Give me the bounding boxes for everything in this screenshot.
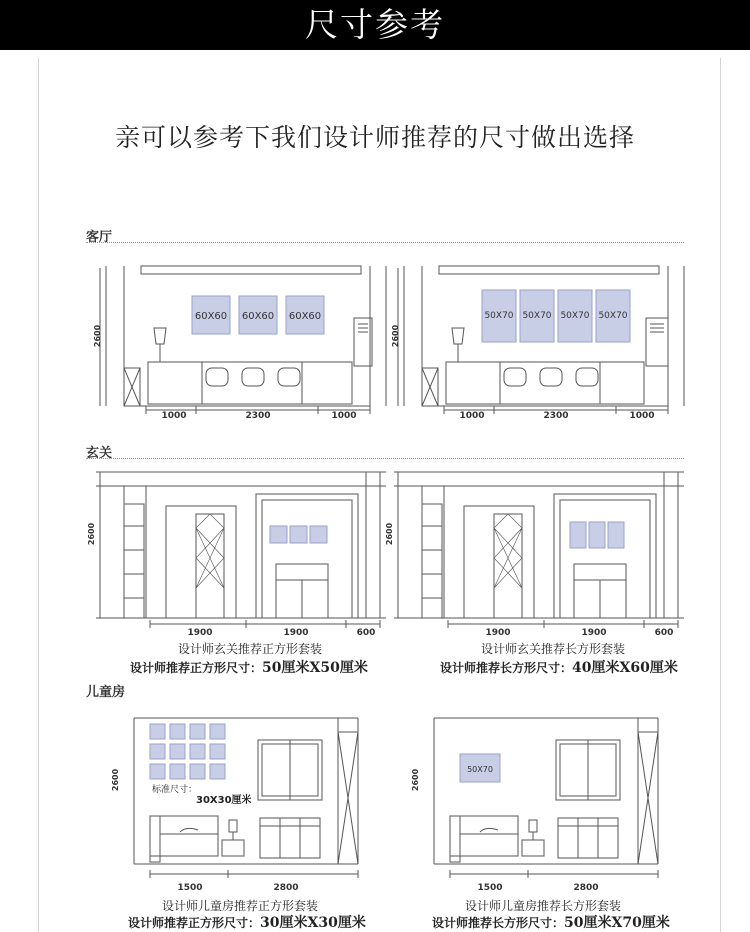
dimension-label: 2800 [273, 883, 299, 893]
page-title: 尺寸参考 [305, 5, 445, 44]
wall-frame [589, 522, 605, 548]
section-divider [86, 242, 684, 243]
section-label-entry: 玄关 [86, 446, 113, 461]
height-label: 2600 [391, 324, 400, 348]
kids-room-rect-diagram [410, 712, 670, 912]
height-label: 2600 [87, 522, 96, 546]
size-label: 设计师推荐正方形尺寸： [128, 916, 261, 930]
dimension-label: 1000 [459, 411, 485, 421]
dimension-label: 600 [654, 628, 674, 638]
subtitle: 亲可以参考下我们设计师推荐的尺寸做出选择 [114, 123, 635, 152]
wall-frame [150, 724, 165, 739]
wall-frame [270, 526, 287, 543]
wall-frame [190, 744, 205, 759]
dimension-label: 1000 [161, 411, 187, 421]
frame-size-label: 50X70 [467, 765, 493, 774]
dimension-label: 1000 [629, 411, 655, 421]
wall-frame [150, 744, 165, 759]
kids-left-caption: 设计师儿童房推荐正方形套装 [162, 899, 319, 913]
wall-frame [170, 724, 185, 739]
right-border [720, 58, 721, 932]
dimension-label: 2300 [245, 411, 271, 421]
entryway-square-diagram [87, 468, 396, 638]
dimension-label: 1000 [331, 411, 357, 421]
entry-left-size-line [130, 657, 368, 677]
standard-size-value: 30X30厘米 [196, 795, 252, 806]
section-label-kids: 儿童房 [86, 685, 126, 700]
dimension-label: 2800 [573, 883, 599, 893]
wall-frame [170, 764, 185, 779]
dimension-label: 1900 [485, 628, 511, 638]
frame-size-label: 50X70 [484, 311, 514, 321]
entryway-rect-diagram [385, 468, 694, 638]
wall-frame [150, 764, 165, 779]
wall-frame [190, 764, 205, 779]
entry-right-caption: 设计师玄关推荐长方形套装 [481, 642, 626, 656]
wall-frame [570, 522, 586, 548]
frame-size-label: 60X60 [288, 311, 322, 322]
dimension-label: 1500 [477, 883, 503, 893]
dimension-label: 1900 [187, 628, 213, 638]
left-border [38, 58, 39, 932]
size-value: 30厘米X30厘米 [260, 915, 366, 931]
dimension-label: 1500 [177, 883, 203, 893]
dimension-label: 1900 [283, 628, 309, 638]
wall-frame [170, 744, 185, 759]
living-room-rect-diagram [391, 258, 694, 428]
entry-left-caption: 设计师玄关推荐正方形套装 [178, 642, 323, 656]
kids-right-caption: 设计师儿童房推荐长方形套装 [465, 899, 622, 913]
wall-frame [310, 526, 327, 543]
size-value: 50厘米X70厘米 [564, 915, 670, 931]
size-value: 50厘米X50厘米 [262, 660, 368, 676]
frame-size-label: 60X60 [194, 311, 228, 322]
height-label: 2600 [111, 768, 120, 792]
size-value: 40厘米X60厘米 [572, 660, 678, 676]
wall-frame [608, 522, 624, 548]
living-room-square-diagram [93, 258, 396, 428]
wall-frame [190, 724, 205, 739]
dimension-label: 2300 [543, 411, 569, 421]
kids-right-size-line [432, 912, 670, 932]
height-label: 2600 [411, 768, 420, 792]
height-label: 2600 [93, 324, 102, 348]
frame-size-label: 50X70 [522, 311, 552, 321]
size-label: 设计师推荐长方形尺寸： [432, 916, 565, 930]
wall-frame [290, 526, 307, 543]
section-divider [86, 458, 684, 459]
frame-size-label: 50X70 [560, 311, 590, 321]
size-label: 设计师推荐长方形尺寸： [440, 661, 573, 675]
page-header [0, 0, 750, 50]
wall-frame [210, 744, 225, 759]
entry-right-size-line [440, 657, 678, 677]
standard-size-label: 标准尺寸： [152, 785, 198, 795]
wall-frame [210, 764, 225, 779]
frame-size-label: 60X60 [241, 311, 275, 322]
section-label-living: 客厅 [86, 230, 113, 245]
kids-room-square-diagram [110, 712, 370, 912]
size-label: 设计师推荐正方形尺寸： [130, 661, 263, 675]
dimension-label: 1900 [581, 628, 607, 638]
height-label: 2600 [385, 522, 394, 546]
dimension-label: 600 [356, 628, 376, 638]
kids-left-size-line [128, 912, 366, 932]
frame-size-label: 50X70 [598, 311, 628, 321]
wall-frame [210, 724, 225, 739]
